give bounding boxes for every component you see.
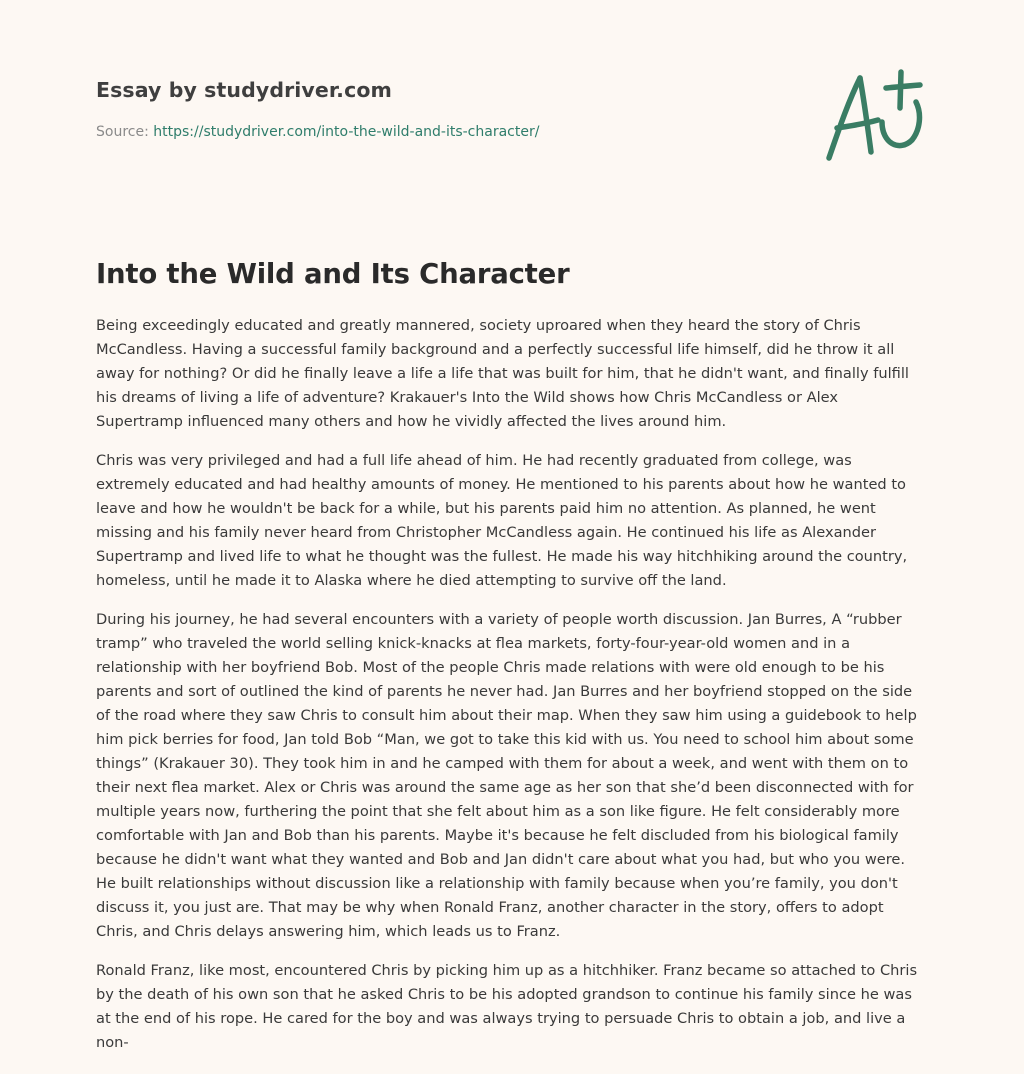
source-line: [96, 122, 796, 142]
essay-title: Into the Wild and Its Character: [96, 258, 570, 290]
a-plus-logo-icon: [820, 66, 930, 166]
source-label: Source:: [96, 124, 154, 140]
paragraph: During his journey, he had several encounters with a variety of people worth discussion. Jan Burres, A “rubber tramp” who traveled the world selling knick-knacks at flea markets, forty-four-year-old women and in a relationship with her boyfriend Bob. Most of the people Chris made relations with were old enough to be his parents and sort of outlined the kind of parents he never had. Jan Burres and her boyfriend stopped on the side of the road where they saw Chris to consult him about their map. When they saw him using a guidebook to help him pick berries for food, Jan told Bob “Man, we got to take this kid with us. You need to school him about some things” (Krakauer 30). They took him in and he camped with them for about a week, and went with them on to their next flea market. Alex or Chris was around the same age as her son that she’d been disconnected with for multiple years now, furthering the point that she felt about him as a son like figure. He felt considerably more comfortable with Jan and Bob than his parents. Maybe it's because he felt discluded from his biological family because he didn't want what they wanted and Bob and Jan didn't care about what you had, but who you were. He built relationships without discussion like a relationship with family because when you’re family, you don't discuss it, you just are. That may be why when Ronald Franz, another character in the story, offers to adopt Chris, and Chris delays answering him, which leads us to Franz.: [96, 611, 917, 940]
paragraph: Chris was very privileged and had a full life ahead of him. He had recently graduated from college, was extremely educated and had healthy amounts of money. He mentioned to his parents about how he wanted to leave and how he wouldn't be back for a while, but his parents paid him no attention. As planned, he went missing and his family never heard from Christopher McCandless again. He continued his life as Alexander Supertramp and lived life to what he thought was the fullest. He made his way hitchhiking around the country, homeless, until he made it to Alaska where he died attempting to survive off the land.: [96, 452, 908, 589]
source-link[interactable]: https://studydriver.com/into-the-wild-and-its-character/: [153, 124, 540, 140]
essay-body: [96, 314, 926, 1070]
essay-header: [96, 76, 796, 142]
paragraph: Being exceedingly educated and greatly mannered, society uproared when they heard the story of Chris McCandless. Having a successful family background and a perfectly successful life himself, did he throw it all away for nothing? Or did he finally leave a life a life that was built for him, that he didn't want, and finally fulfill his dreams of living a life of adventure? Krakauer's Into the Wild shows how Chris McCandless or Alex Supertramp influenced many others and how he vividly affected the lives around him.: [96, 317, 909, 430]
paragraph: Ronald Franz, like most, encountered Chris by picking him up as a hitchhiker. Franz became so attached to Chris by the death of his own son that he asked Chris to be his adopted grandson to continue his family since he was at the end of his rope. He cared for the boy and was always trying to persuade Chris to obtain a job, and live a non-: [96, 962, 918, 1051]
essay-by-heading: Essay by studydriver.com: [96, 78, 392, 102]
